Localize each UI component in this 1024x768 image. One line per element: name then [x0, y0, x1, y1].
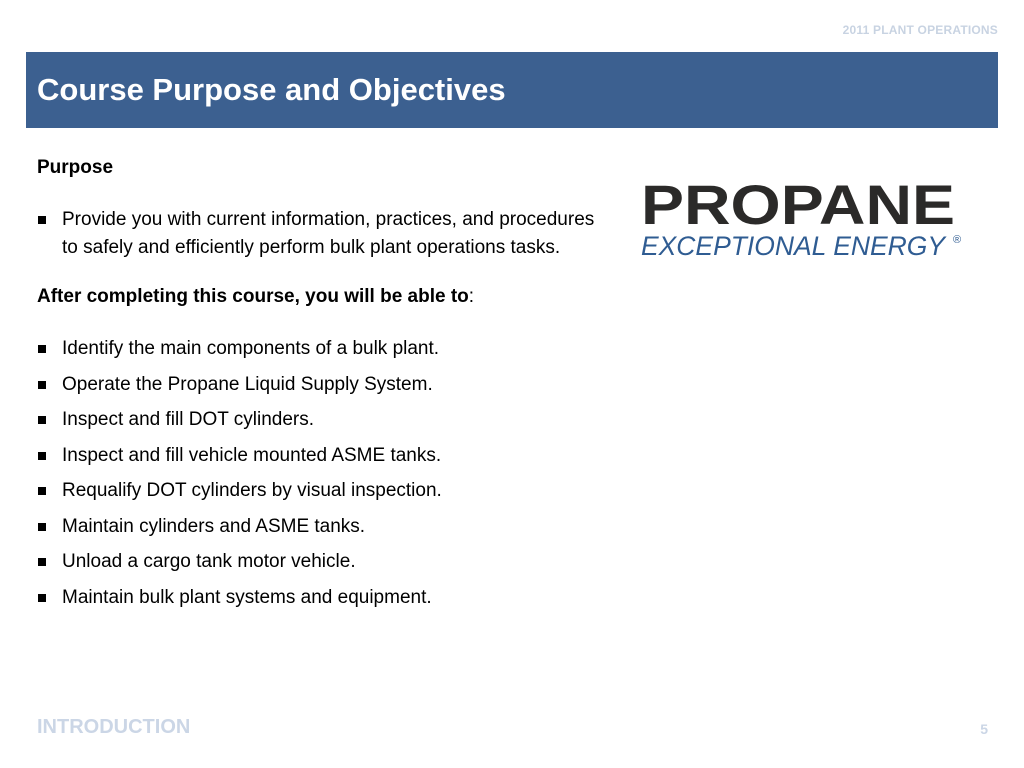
- objective-item-text: Operate the Propane Liquid Supply System.: [62, 373, 433, 395]
- objective-item: [37, 584, 597, 611]
- objective-item-text: Inspect and fill vehicle mounted ASME tanks.: [62, 444, 442, 466]
- bullet-square-icon: [38, 345, 46, 353]
- objective-item-text: Requalify DOT cylinders by visual inspection.: [62, 480, 442, 501]
- bullet-square-icon: [38, 594, 46, 602]
- bullet-square-icon: [38, 381, 46, 389]
- objective-item: [37, 442, 597, 469]
- purpose-heading: Purpose: [37, 157, 114, 178]
- bullet-square-icon: [38, 452, 46, 460]
- objective-item: [37, 477, 597, 504]
- content-area: [37, 154, 597, 619]
- purpose-list: [37, 206, 597, 261]
- page-number: 5: [980, 721, 988, 737]
- bullet-square-icon: [38, 416, 46, 424]
- logo-word: PROPANE: [641, 175, 955, 236]
- course-label: 2011 PLANT OPERATIONS: [842, 23, 998, 37]
- objective-item: [37, 371, 597, 398]
- page-title: Course Purpose and Objectives: [37, 72, 506, 107]
- objectives-heading-text: After completing this course, you will be able to: [37, 286, 469, 307]
- objectives-heading-colon: :: [468, 286, 475, 307]
- objective-item-text: Identify the main components of a bulk plant.: [62, 338, 440, 359]
- bullet-square-icon: [38, 487, 46, 495]
- objective-item-text: Maintain cylinders and ASME tanks.: [62, 515, 366, 537]
- registered-mark: ®: [953, 234, 962, 246]
- purpose-item-text: Provide you with current information, practices, and procedures to safely and efficiently perform bulk plant operations tasks.: [62, 209, 595, 258]
- objective-item-text: Maintain bulk plant systems and equipment.: [62, 586, 432, 608]
- objective-item: [37, 548, 597, 575]
- objective-item: [37, 335, 597, 362]
- objective-item-text: Inspect and fill DOT cylinders.: [62, 409, 315, 430]
- objective-item-text: Unload a cargo tank motor vehicle.: [62, 551, 356, 572]
- objectives-list: [37, 335, 597, 611]
- objectives-heading: [37, 283, 597, 311]
- purpose-item: [37, 206, 597, 261]
- propane-logo: [640, 175, 970, 265]
- bullet-square-icon: [38, 558, 46, 566]
- logo-tagline: EXCEPTIONAL ENERGY: [641, 231, 947, 261]
- objective-item: [37, 406, 597, 433]
- bullet-square-icon: [38, 216, 46, 224]
- objective-item: [37, 513, 597, 540]
- title-bar: [26, 52, 998, 128]
- section-label: INTRODUCTION: [37, 716, 191, 738]
- bullet-square-icon: [38, 523, 46, 531]
